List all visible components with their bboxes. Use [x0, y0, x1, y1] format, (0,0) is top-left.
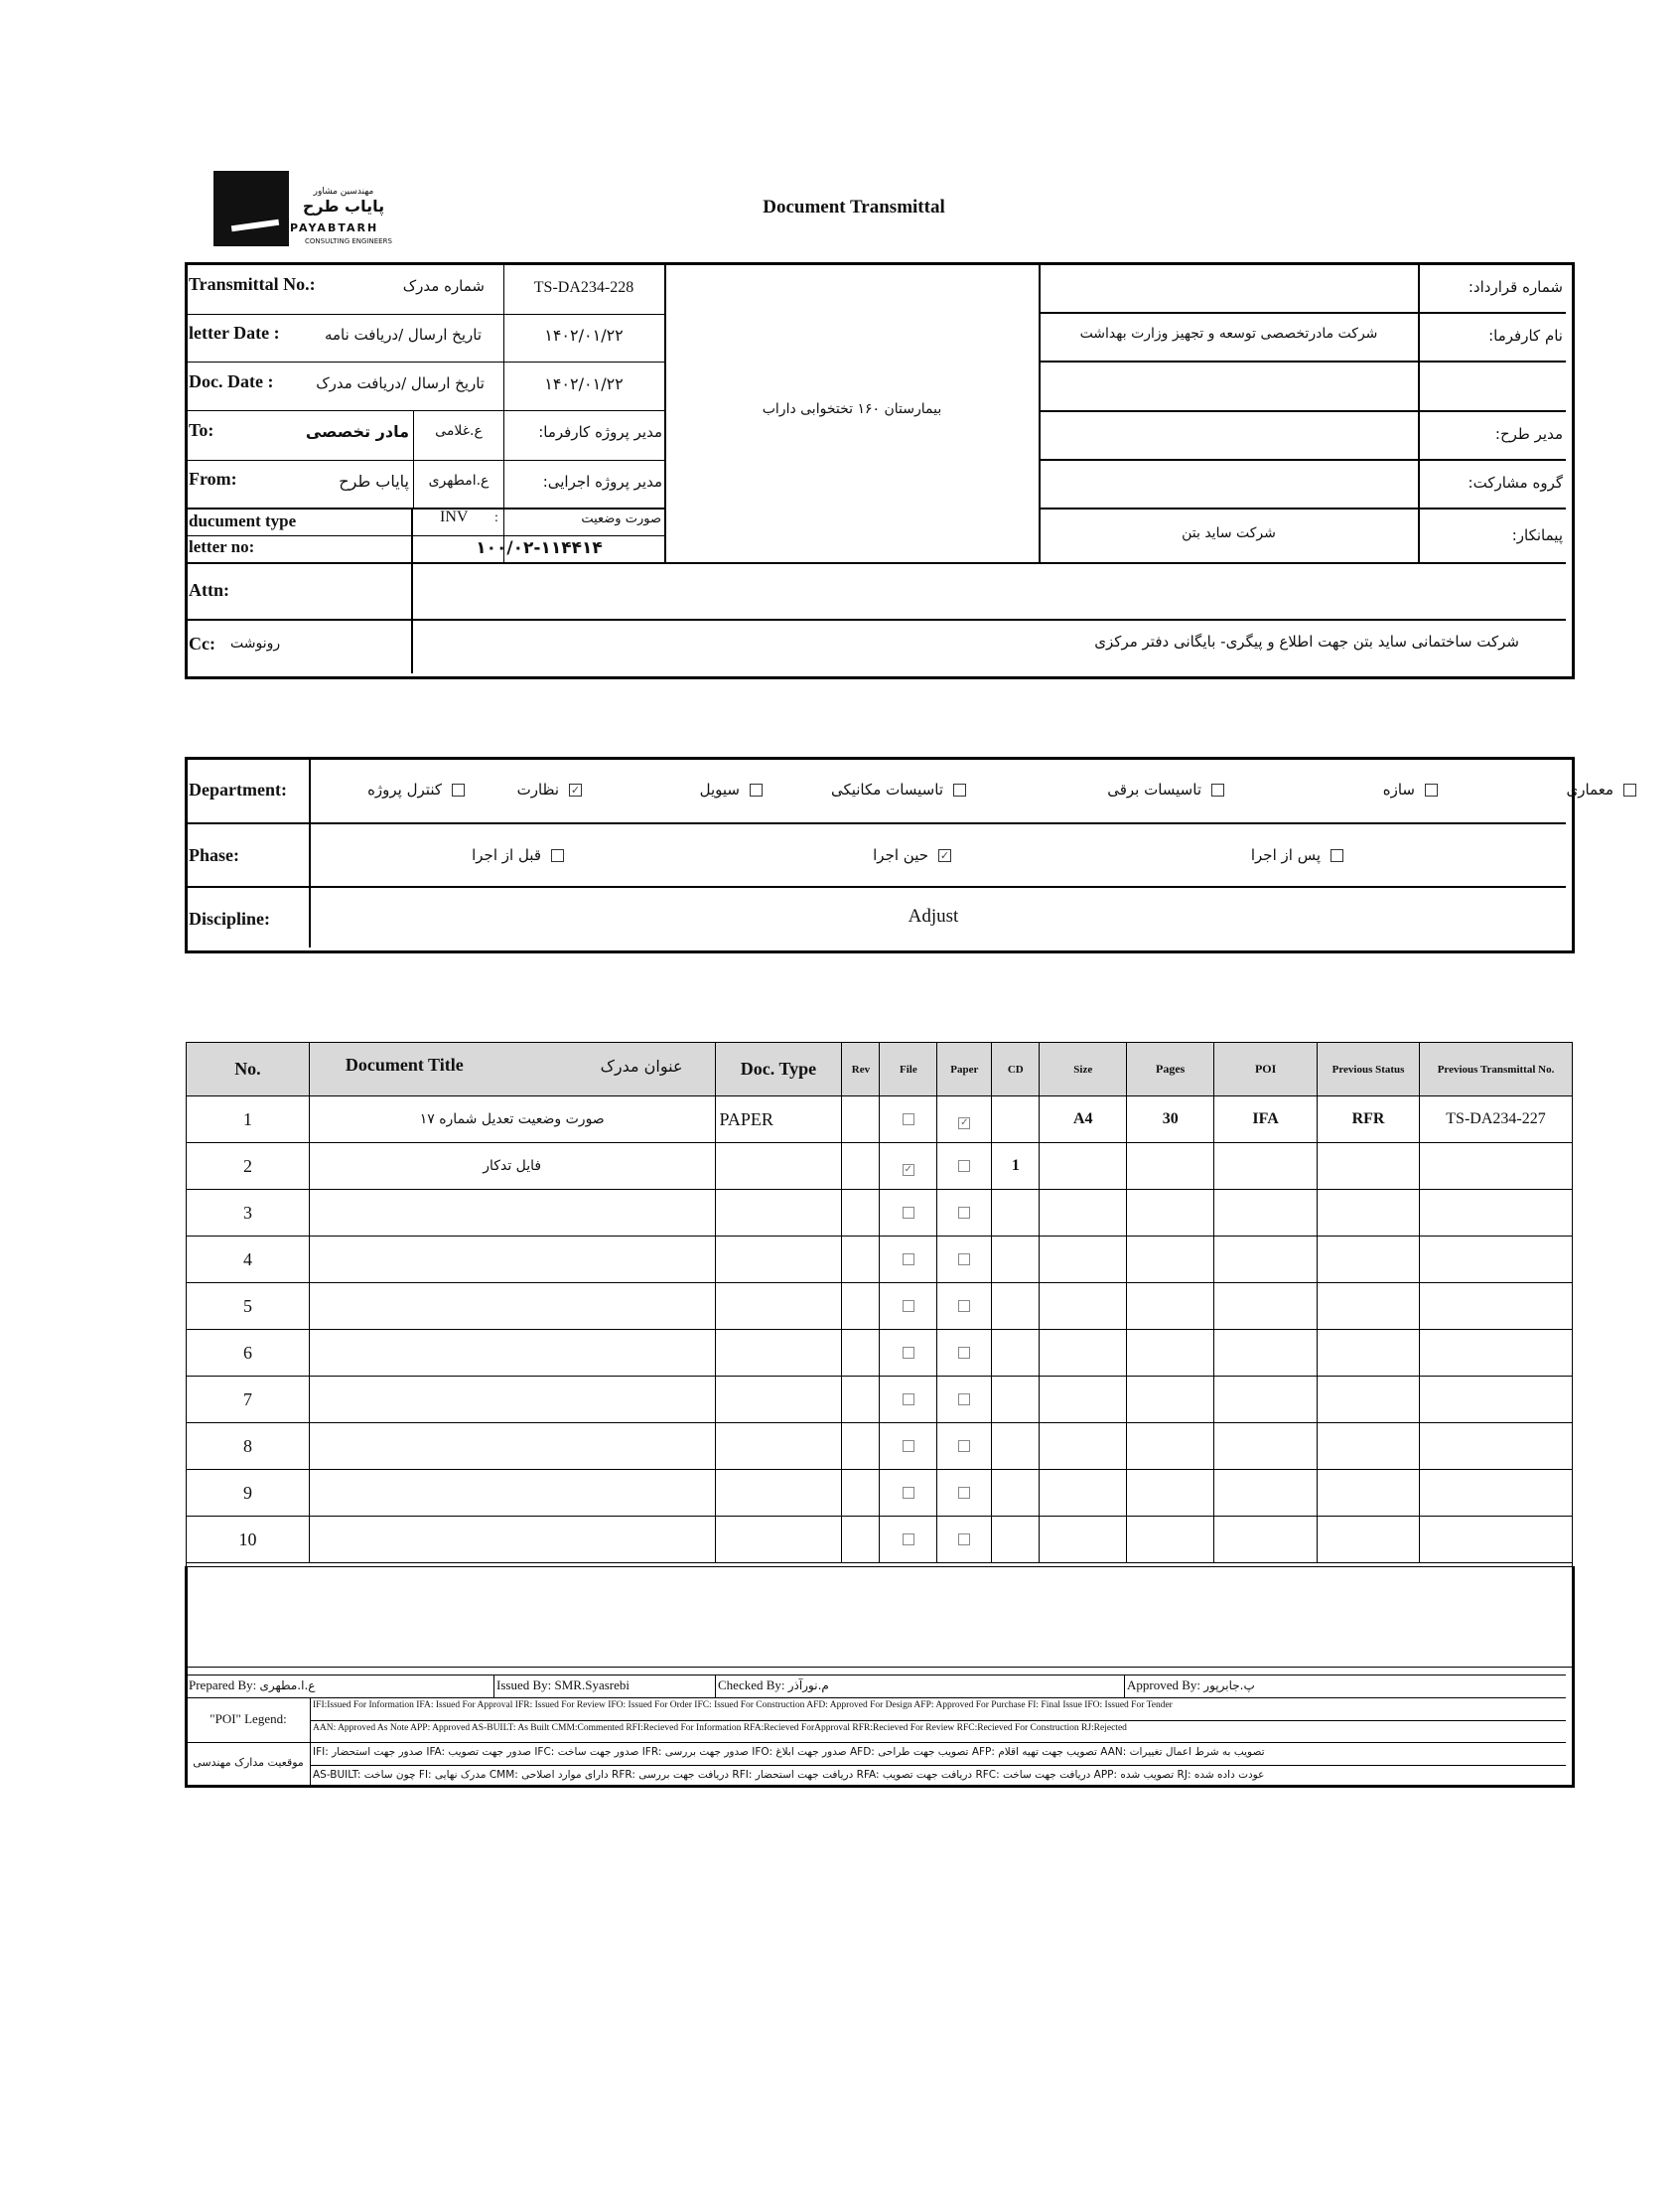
row-file [880, 1143, 937, 1190]
department-option[interactable] [817, 781, 966, 799]
row-title [309, 1423, 715, 1470]
row-pages [1127, 1143, 1214, 1190]
row-prev-transmittal [1420, 1423, 1573, 1470]
row-no: 6 [187, 1330, 310, 1377]
attn-label: Attn: [189, 580, 229, 600]
doc-date-label: Doc. Date : [189, 371, 274, 391]
row-rev [842, 1470, 880, 1517]
row-rev [842, 1517, 880, 1563]
table-row [187, 1423, 1573, 1470]
to-label: To: [189, 420, 214, 440]
doc-type-fa: صورت وضعیت [581, 511, 661, 526]
checkbox-icon[interactable] [750, 784, 763, 797]
row-poi: IFA [1214, 1096, 1318, 1143]
col-header-size: Size [1040, 1043, 1127, 1096]
row-size [1040, 1283, 1127, 1330]
row-title [309, 1190, 715, 1237]
to-role: مدیر پروژه کارفرما: [538, 423, 662, 441]
checkbox-icon[interactable] [903, 1440, 914, 1452]
row-paper [937, 1143, 992, 1190]
info-block [185, 262, 1575, 679]
doc-type-label: ducument type [189, 511, 297, 530]
table-row [187, 1283, 1573, 1330]
department-option[interactable] [1289, 781, 1438, 799]
row-file [880, 1190, 937, 1237]
row-pages [1127, 1190, 1214, 1237]
row-size [1040, 1517, 1127, 1563]
row-doc-type [715, 1330, 842, 1377]
row-size [1040, 1190, 1127, 1237]
row-poi [1214, 1377, 1318, 1423]
row-size [1040, 1470, 1127, 1517]
department-options [316, 775, 1613, 810]
row-prev-status [1318, 1470, 1420, 1517]
checkbox-icon[interactable] [958, 1393, 970, 1405]
department-option[interactable] [614, 781, 763, 799]
doc-type-colon: : [494, 510, 498, 525]
row-cd [992, 1190, 1040, 1237]
row-file [880, 1377, 937, 1423]
phase-option-label: پس از اجرا [1250, 846, 1321, 864]
checked-checkbox-icon[interactable]: ✓ [960, 1116, 969, 1128]
row-no: 2 [187, 1143, 310, 1190]
row-pages [1127, 1283, 1214, 1330]
row-title [309, 1517, 715, 1563]
row-cd [992, 1283, 1040, 1330]
discipline-label: Discipline: [189, 909, 271, 929]
row-poi [1214, 1143, 1318, 1190]
row-file [880, 1330, 937, 1377]
row-file [880, 1470, 937, 1517]
row-rev [842, 1143, 880, 1190]
row-paper [937, 1423, 992, 1470]
row-prev-status [1318, 1330, 1420, 1377]
row-rev [842, 1237, 880, 1283]
department-option-label: تاسیسات برقی [1107, 781, 1201, 799]
letter-date-value: ۱۴۰۲/۰۱/۲۲ [544, 326, 624, 345]
letter-no-value: ۱۰۰/۰۲-۱۱۴۴۱۴ [476, 538, 603, 558]
phase-option[interactable] [1194, 846, 1343, 864]
department-option-label: سازه [1382, 781, 1415, 799]
row-doc-type [715, 1190, 842, 1237]
contractor-label: پیمانکار: [1511, 526, 1563, 544]
to-person: ع.غلامی [435, 423, 483, 439]
phase-option[interactable] [415, 846, 564, 864]
phase-option[interactable] [802, 846, 951, 864]
department-option-label: معماری [1566, 781, 1613, 799]
phase-option-label: حین اجرا [873, 846, 928, 864]
row-poi [1214, 1423, 1318, 1470]
row-doc-type [715, 1377, 842, 1423]
row-title [309, 1237, 715, 1283]
col-header-poi: POI [1214, 1043, 1318, 1096]
doc-date-label-fa: تاریخ ارسال /دریافت مدرک [316, 374, 485, 392]
checkbox-icon[interactable] [551, 849, 564, 862]
row-poi [1214, 1330, 1318, 1377]
letter-date-label-fa: تاریخ ارسال /دریافت نامه [324, 326, 482, 344]
row-file [880, 1283, 937, 1330]
checkbox-icon[interactable] [958, 1160, 970, 1172]
row-pages [1127, 1377, 1214, 1423]
department-label: Department: [189, 780, 287, 800]
prepared-by-label: Prepared By: [189, 1677, 257, 1692]
row-pages [1127, 1517, 1214, 1563]
row-size [1040, 1377, 1127, 1423]
phase-label: Phase: [189, 845, 239, 865]
table-row [187, 1096, 1573, 1143]
logo-text-fa-small: مهندسین مشاور [313, 187, 374, 197]
poi-legend-line-1: IFI:Issued For Information IFA: Issued For Approval IFR: Issued For Review IFO: Issued For Order IFC: Issued For Construction AFD: Approved For Design AFP: Approved For Purchase FI: Final Issue IFO: Issued For Tender [313, 1700, 1173, 1710]
row-title: صورت وضعیت تعدیل شماره ۱۷ [309, 1096, 715, 1143]
department-option[interactable] [1487, 781, 1636, 799]
department-option-label: تاسیسات مکانیکی [830, 781, 943, 799]
row-poi [1214, 1283, 1318, 1330]
from-value: پایاب طرح [339, 472, 409, 491]
row-paper [937, 1283, 992, 1330]
table-row [187, 1143, 1573, 1190]
row-size [1040, 1237, 1127, 1283]
checked-by-label: Checked By: [718, 1677, 785, 1692]
row-no: 3 [187, 1190, 310, 1237]
row-doc-type [715, 1143, 842, 1190]
col-header-paper: Paper [937, 1043, 992, 1096]
from-label: From: [189, 469, 237, 489]
employer-value: شرکت مادرتخصصی توسعه و تجهیز وزارت بهداشت [1079, 326, 1378, 342]
row-paper [937, 1330, 992, 1377]
table-row [187, 1470, 1573, 1517]
row-pages [1127, 1237, 1214, 1283]
department-option-label: سیویل [699, 781, 740, 799]
row-doc-type: PAPER [715, 1096, 842, 1143]
checkbox-icon[interactable] [958, 1207, 970, 1219]
table-row [187, 1237, 1573, 1283]
row-size: A4 [1040, 1096, 1127, 1143]
row-no: 9 [187, 1470, 310, 1517]
row-pages: 30 [1127, 1096, 1214, 1143]
employer-label: نام کارفرما: [1488, 327, 1563, 345]
row-paper [937, 1377, 992, 1423]
logo-text-fa: پایاب طرح [302, 197, 385, 216]
cc-label: Cc: [189, 634, 215, 654]
row-cd [992, 1423, 1040, 1470]
approved-by-label: Approved By: [1127, 1677, 1201, 1692]
department-option[interactable] [1075, 781, 1224, 799]
row-prev-status [1318, 1377, 1420, 1423]
row-prev-status [1318, 1190, 1420, 1237]
row-cd [992, 1517, 1040, 1563]
row-prev-transmittal [1420, 1330, 1573, 1377]
page-title: Document Transmittal [763, 197, 945, 218]
row-size [1040, 1143, 1127, 1190]
row-paper [937, 1517, 992, 1563]
checkbox-icon[interactable] [958, 1347, 970, 1359]
row-prev-transmittal [1420, 1470, 1573, 1517]
partnership-label: گروه مشارکت: [1468, 474, 1563, 492]
row-prev-status [1318, 1143, 1420, 1190]
checkbox-icon[interactable] [1425, 784, 1438, 797]
checkbox-icon[interactable] [958, 1533, 970, 1545]
row-cd: 1 [992, 1143, 1040, 1190]
logo-text-en-sub: CONSULTING ENGINEERS [305, 237, 392, 245]
row-no: 1 [187, 1096, 310, 1143]
row-title [309, 1330, 715, 1377]
row-prev-transmittal: TS-DA234-227 [1420, 1096, 1573, 1143]
row-paper [937, 1237, 992, 1283]
col-header-doc-type: Doc. Type [715, 1043, 842, 1096]
table-row [187, 1517, 1573, 1563]
row-poi [1214, 1517, 1318, 1563]
checkbox-icon[interactable] [452, 784, 465, 797]
row-poi [1214, 1470, 1318, 1517]
table-row [187, 1330, 1573, 1377]
row-pages [1127, 1330, 1214, 1377]
discipline-value: Adjust [908, 906, 959, 927]
checkbox-icon[interactable] [1623, 784, 1636, 797]
col-header-rev: Rev [842, 1043, 880, 1096]
checkbox-icon[interactable] [958, 1300, 970, 1312]
checked-by [718, 1677, 1115, 1693]
row-prev-status: RFR [1318, 1096, 1420, 1143]
logo-mark [213, 171, 289, 246]
row-file [880, 1517, 937, 1563]
row-prev-transmittal [1420, 1143, 1573, 1190]
poi-legend-line-2: AAN: Approved As Note APP: Approved AS-BUILT: As Built CMM:Commented RFI:Recieved For Information RFA:Recieved ForApproval RFR:Recieved For Review RFC:Recieved For Construction RJ:Rejected [313, 1723, 1127, 1733]
department-option-label: کنترل پروژه [367, 781, 442, 799]
row-rev [842, 1283, 880, 1330]
row-prev-status [1318, 1517, 1420, 1563]
row-cd [992, 1096, 1040, 1143]
letter-no-label: letter no: [189, 537, 255, 556]
row-prev-transmittal [1420, 1190, 1573, 1237]
col-header-cd: CD [992, 1043, 1040, 1096]
status-fa-line-1: IFI: صدور جهت استحضار IFA: صدور جهت تصویب IFC: صدور جهت ساخت IFR: صدور جهت بررسی IFO: صدور جهت ابلاغ AFD: تصویب جهت طراحی AFP: تصویب جهت تهیه اقلام AAN: تصویب به شرط اعمال تغییرات [313, 1746, 1265, 1758]
row-prev-transmittal [1420, 1237, 1573, 1283]
issued-by-label: Issued By: [496, 1677, 552, 1692]
row-doc-type [715, 1517, 842, 1563]
row-no: 8 [187, 1423, 310, 1470]
row-rev [842, 1377, 880, 1423]
row-cd [992, 1377, 1040, 1423]
prepared-by-value: ع.ا.مطهری [259, 1678, 316, 1692]
checkbox-icon[interactable] [1330, 849, 1343, 862]
cc-label-fa: رونوشت [230, 636, 281, 652]
checkbox-icon[interactable] [903, 1393, 914, 1405]
transmittal-no-label: Transmittal No.: [189, 274, 316, 294]
row-cd [992, 1470, 1040, 1517]
checkbox-icon[interactable] [1211, 784, 1224, 797]
transmittal-no-value: TS-DA234-228 [533, 279, 634, 296]
doc-date-value: ۱۴۰۲/۰۱/۲۲ [544, 374, 624, 393]
department-option-label: نظارت [516, 781, 559, 799]
checkbox-icon[interactable] [953, 784, 966, 797]
row-doc-type [715, 1283, 842, 1330]
phase-option-label: قبل از اجرا [472, 846, 541, 864]
row-title: فایل تدکار [309, 1143, 715, 1190]
status-fa-line-2: AS-BUILT: چون ساخت FI: مدرک نهایی CMM: دارای موارد اصلاحی RFR: دریافت جهت بررسی RFI: دریافت جهت استحضار RFA: دریافت جهت تصویب RFC: دریافت جهت ساخت APP: تصویب شده RJ: عودت داده شده [313, 1769, 1265, 1781]
checkbox-icon[interactable] [958, 1440, 970, 1452]
row-no: 4 [187, 1237, 310, 1283]
col-header-title-fa: عنوان مدرک [600, 1057, 683, 1076]
row-size [1040, 1330, 1127, 1377]
issued-by [496, 1677, 711, 1693]
row-pages [1127, 1423, 1214, 1470]
checked-checkbox-icon[interactable]: ✓ [570, 784, 581, 797]
department-option[interactable] [316, 781, 465, 799]
col-header-title [309, 1043, 715, 1096]
row-poi [1214, 1190, 1318, 1237]
col-header-pages: Pages [1127, 1043, 1214, 1096]
row-pages [1127, 1470, 1214, 1517]
row-doc-type [715, 1423, 842, 1470]
from-role: مدیر پروژه اجرایی: [542, 473, 662, 491]
row-prev-transmittal [1420, 1517, 1573, 1563]
letter-date-label: letter Date : [189, 323, 280, 343]
issued-by-value: SMR.Syasrebi [554, 1677, 630, 1692]
checkbox-icon[interactable] [903, 1533, 914, 1545]
row-file [880, 1423, 937, 1470]
row-rev [842, 1330, 880, 1377]
checkbox-icon[interactable] [903, 1300, 914, 1312]
cc-value: شرکت ساختمانی ساید بتن جهت اطلاع و پیگری- بایگانی دفتر مرکزی [1094, 633, 1519, 651]
checkbox-icon[interactable] [958, 1487, 970, 1499]
checked-checkbox-icon[interactable]: ✓ [904, 1163, 913, 1175]
checkbox-icon[interactable] [903, 1207, 914, 1219]
checkbox-icon[interactable] [903, 1253, 914, 1265]
prepared-by [189, 1677, 487, 1693]
row-prev-status [1318, 1423, 1420, 1470]
row-no: 10 [187, 1517, 310, 1563]
row-title [309, 1377, 715, 1423]
checkbox-icon[interactable] [903, 1347, 914, 1359]
logo-text-en: PAYABTARH [290, 221, 379, 234]
row-poi [1214, 1237, 1318, 1283]
contract-no-label: شماره قرارداد: [1468, 278, 1563, 296]
col-header-no: No. [187, 1043, 310, 1096]
approved-by-value: پ.جابرپور [1203, 1678, 1255, 1692]
row-file [880, 1096, 937, 1143]
col-header-file: File [880, 1043, 937, 1096]
checked-checkbox-icon[interactable]: ✓ [939, 849, 950, 862]
row-doc-type [715, 1470, 842, 1517]
table-row [187, 1190, 1573, 1237]
row-prev-transmittal [1420, 1283, 1573, 1330]
row-cd [992, 1237, 1040, 1283]
designer-manager-label: مدیر طرح: [1494, 425, 1563, 443]
row-rev [842, 1096, 880, 1143]
row-paper [937, 1470, 992, 1517]
approved-by [1127, 1677, 1564, 1693]
poi-legend-label: "POI" Legend: [210, 1711, 287, 1726]
row-rev [842, 1423, 880, 1470]
checkbox-icon[interactable] [958, 1253, 970, 1265]
row-rev [842, 1190, 880, 1237]
checkbox-icon[interactable] [903, 1487, 914, 1499]
transmittal-no-label-fa: شماره مدرک [402, 277, 485, 295]
to-value: مادر تخصصی [305, 422, 409, 441]
table-header-row [187, 1043, 1573, 1096]
col-header-prev-transmittal: Previous Transmittal No. [1420, 1043, 1573, 1096]
contractor-value: شرکت ساید بتن [1182, 525, 1276, 541]
status-fa-label: موقعیت مدارک مهندسی [193, 1756, 304, 1769]
row-title [309, 1470, 715, 1517]
checked-by-value: م.نورآذر [787, 1678, 829, 1692]
row-paper [937, 1190, 992, 1237]
project-name: بیمارستان ۱۶۰ تختخوابی داراب [762, 401, 942, 417]
col-header-title-en: Document Title [345, 1055, 464, 1075]
row-no: 5 [187, 1283, 310, 1330]
row-file [880, 1237, 937, 1283]
from-person: ع.امطهری [428, 473, 490, 489]
col-header-prev-status: Previous Status [1318, 1043, 1420, 1096]
row-prev-transmittal [1420, 1377, 1573, 1423]
phase-options [316, 840, 1557, 876]
row-prev-status [1318, 1237, 1420, 1283]
row-no: 7 [187, 1377, 310, 1423]
checkbox-icon[interactable] [903, 1113, 914, 1125]
row-paper [937, 1096, 992, 1143]
row-doc-type [715, 1237, 842, 1283]
row-cd [992, 1330, 1040, 1377]
row-size [1040, 1423, 1127, 1470]
row-title [309, 1283, 715, 1330]
doc-type-code: INV [440, 509, 469, 525]
row-prev-status [1318, 1283, 1420, 1330]
table-row [187, 1377, 1573, 1423]
